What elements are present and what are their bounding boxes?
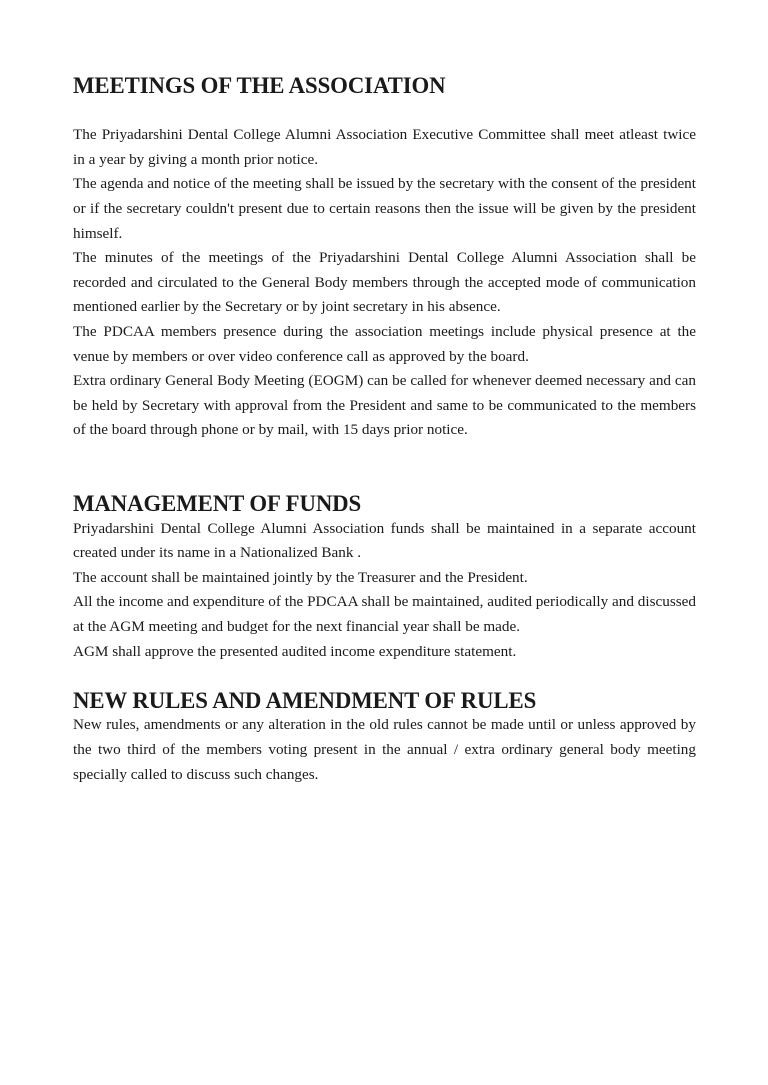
paragraph: The Priyadarshini Dental College Alumni Association Executive Committee shall meet atleast twice in a year by giving a month prior notice. [73, 126, 696, 168]
paragraph: Extra ordinary General Body Meeting (EOGM) can be called for whenever deemed necessary and can be held by Secretary with approval from the President and same to be communicated to the members of the board through phone or by mail, with 15 days prior notice. [73, 372, 696, 439]
section-rules [73, 689, 696, 787]
document-page [73, 74, 696, 787]
paragraph: The PDCAA members presence during the association meetings include physical presence at the venue by members or over video conference call as approved by the board. [73, 322, 696, 365]
section-meetings [73, 74, 696, 443]
section-heading-rules: NEW RULES AND AMENDMENT OF RULES [73, 687, 537, 713]
section-heading-funds: MANAGEMENT OF FUNDS [73, 491, 362, 517]
paragraph: All the income and expenditure of the PDCAA shall be maintained, audited periodically and discussed at the AGM meeting and budget for the next financial year shall be made. [73, 593, 696, 636]
paragraph: Priyadarshini Dental College Alumni Association funds shall be maintained in a separate account created under its name in a Nationalized Bank . [73, 519, 696, 562]
section-funds [73, 492, 696, 664]
section-heading-meetings: MEETINGS OF THE ASSOCIATION [73, 73, 446, 98]
paragraph: AGM shall approve the presented audited income expenditure statement. [73, 642, 517, 660]
paragraph: The agenda and notice of the meeting shall be issued by the secretary with the consent of the president or if the secretary couldn't present due to certain reasons then the issue will be given by the president himself. [73, 175, 696, 242]
paragraph: The account shall be maintained jointly by the Treasurer and the President. [73, 568, 528, 586]
paragraph: New rules, amendments or any alteration in the old rules cannot be made until or unless approved by the two third of the members voting present in the annual / extra ordinary general body meeting specially called to discuss such changes. [73, 716, 696, 783]
paragraph: The minutes of the meetings of the Priyadarshini Dental College Alumni Association shall be recorded and circulated to the General Body members through the accepted mode of communication mentioned earlier by the Secretary or by joint secretary in his absence. [73, 249, 696, 316]
